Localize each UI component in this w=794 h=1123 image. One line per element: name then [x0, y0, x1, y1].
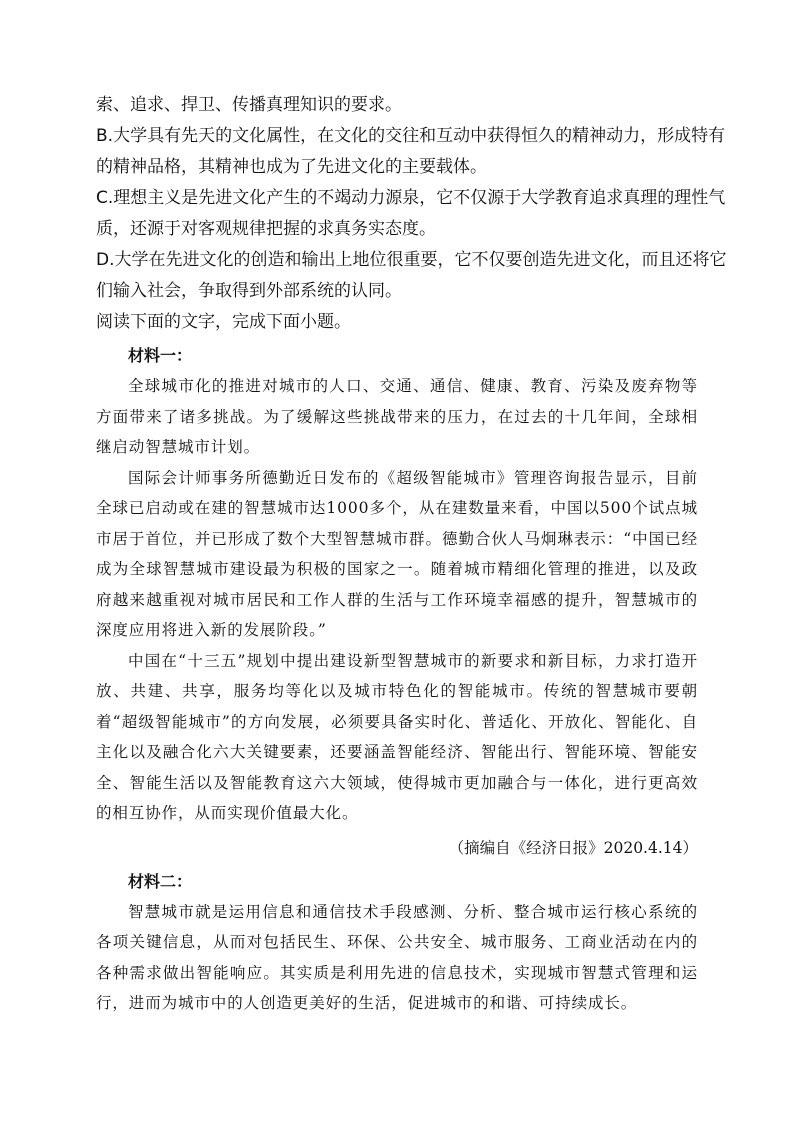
- material-one-paragraph-1: 全球城市化的推进对城市的人口、交通、通信、健康、教育、污染及废弃物等方面带来了诸多挑战。为了缓解这些挑战带来的压力，在过去的十几年间，全球相继启动智慧城市计划。: [96, 377, 698, 456]
- material-one-source: （摘编自《经济日报》2020.4.14）: [448, 838, 698, 857]
- material-one-paragraph-3: 中国在“十三五”规划中提出建设新型智慧城市的新要求和新目标，力求打造开放、共建、共享，服务均等化以及城市特色化的智能城市。传统的智慧城市要朝着“超级智能城市”的方向发展，必须要具备实时化、普适化、开放化、智能化、自主化以及融合化六大关键要素，还要涵盖智能经济、智能出行、智能环境、智能安全、智能生活以及智能教育这六大领域，使得城市更加融合与一体化，进行更高效的相互协作，从而实现价值最大化。: [96, 651, 698, 822]
- reading-instruction: 阅读下面的文字，完成下面小题。: [96, 312, 351, 332]
- material-two-paragraph-1: 智慧城市就是运用信息和通信技术手段感测、分析、整合城市运行核心系统的各项关键信息，从而对包括民生、环保、公共安全、城市服务、工商业活动在内的各种需求做出智能响应。其实质是利用先进的信息技术，实现城市智慧式管理和运行，进而为城市中的人创造更美好的生活，促进城市的和谐、可持续成长。: [96, 902, 698, 1012]
- question-options: [96, 90, 727, 338]
- material-two-title: 材料二：: [128, 871, 193, 891]
- material-one-title: 材料一：: [128, 346, 193, 365]
- option-c-line-1: C.理想主义是先进文化产生的不竭动力源泉，它不仅源于大学教育追求真理的理性气: [96, 188, 726, 208]
- option-d-line-1: D.大学在先进文化的创造和输出上地位很重要，它不仅要创造先进文化，而且还将它: [96, 250, 727, 270]
- option-b-line-2: 的精神品格，其精神也成为了先进文化的主要载体。: [96, 157, 487, 177]
- option-b-line-1: B.大学具有先天的文化属性，在文化的交往和互动中获得恒久的精神动力，形成特有: [96, 126, 726, 146]
- text-line: 索、追求、捍卫、传播真理知识的要求。: [96, 95, 402, 115]
- material-two: [96, 866, 698, 1019]
- option-d-line-2: 们输入社会，争取得到外部系统的认同。: [96, 281, 402, 301]
- material-one-paragraph-2: 国际会计师事务所德勤近日发布的《超级智能城市》管理咨询报告显示，目前全球已启动或在建的智慧城市达1000多个，从在建数量来看，中国以500个试点城市居于首位，并已形成了数个大型智慧城市群。德勤合伙人马炯琳表示：“中国已经成为全球智慧城市建设最为积极的国家之一。随着城市精细化管理的推进，以及政府越来越重视对城市居民和工作人群的生活与工作环境幸福感的提升，智慧城市的深度应用将进入新的发展阶段。”: [96, 468, 698, 639]
- material-one: [96, 340, 698, 864]
- document-page: [96, 90, 727, 1019]
- option-c-line-2: 质，还源于对客观规律把握的求真务实态度。: [96, 219, 436, 239]
